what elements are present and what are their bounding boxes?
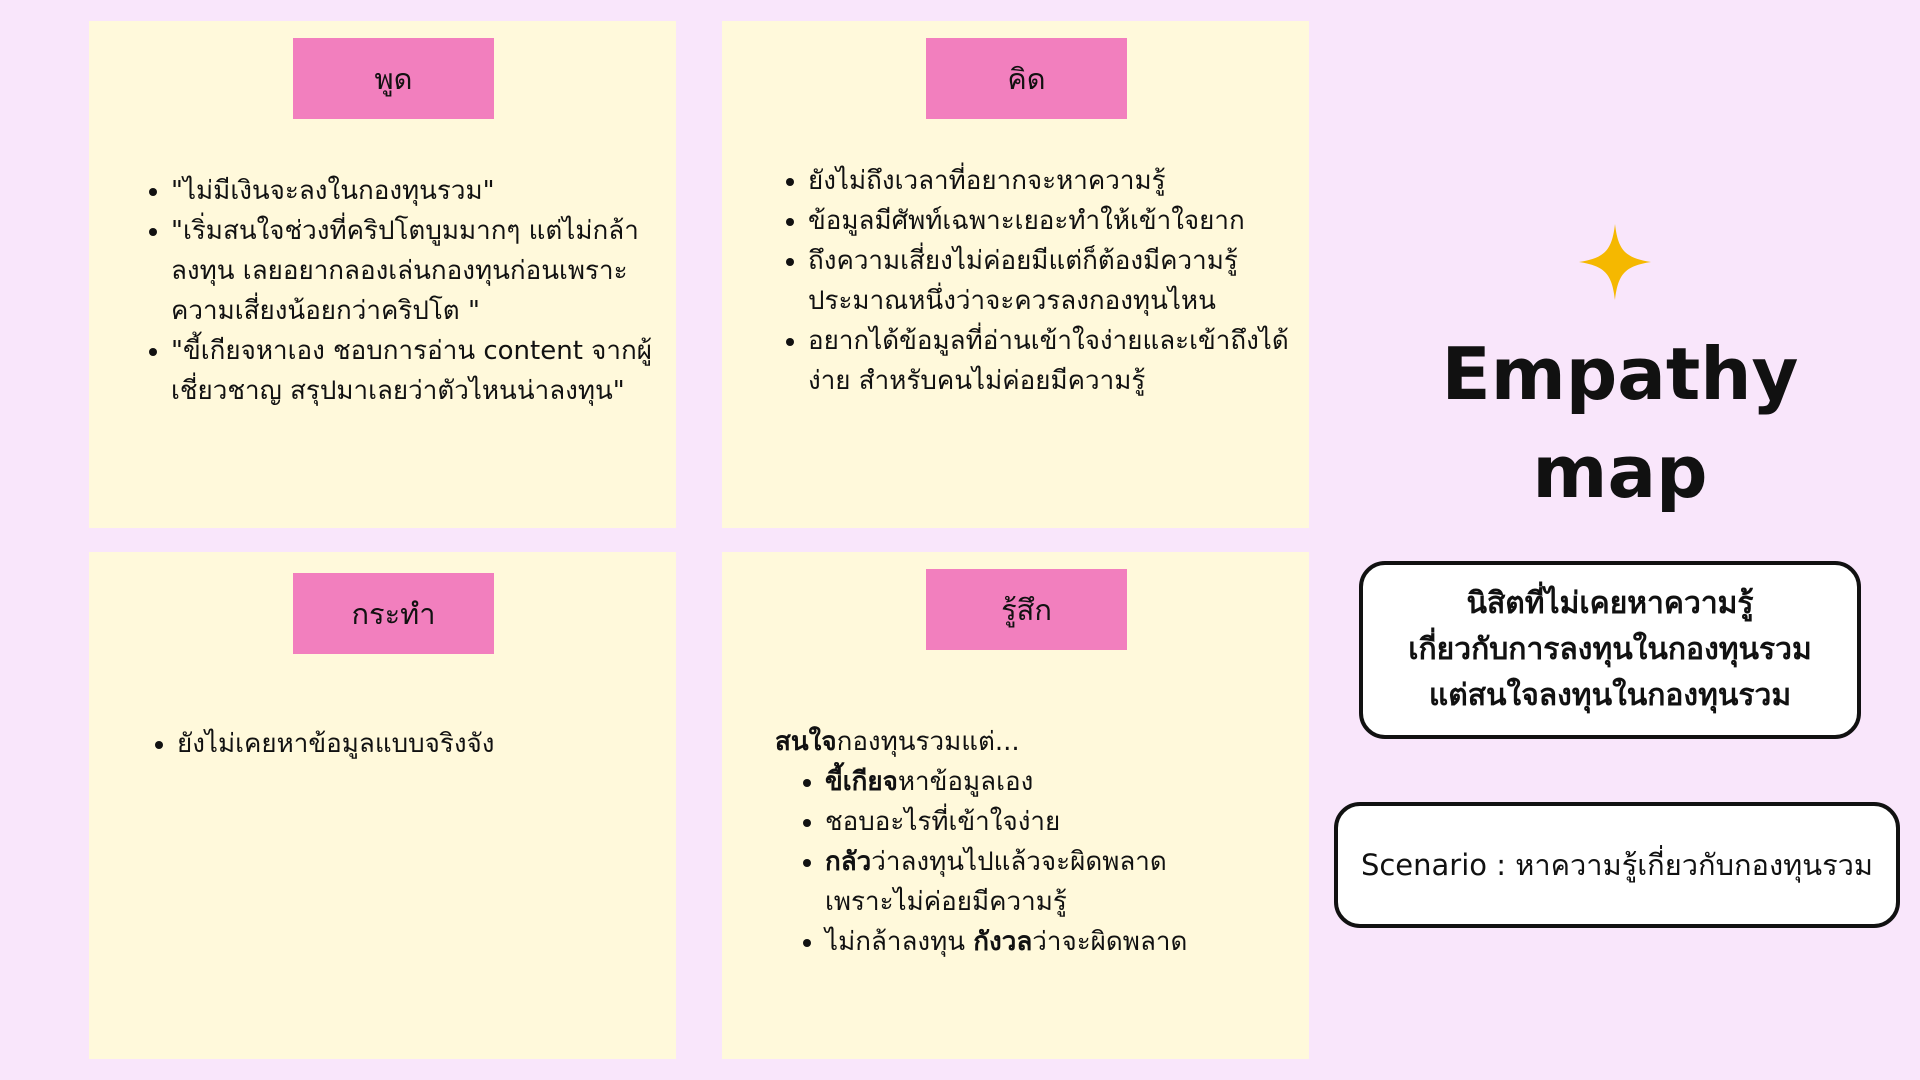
persona-line-2: เกี่ยวกับการลงทุนในกองทุนรวม <box>1408 632 1812 667</box>
list-item: • ข้อมูลมีศัพท์เฉพาะเยอะทำให้เข้าใจยาก <box>808 201 1302 241</box>
feel-lead: สนใจกองทุนรวมแต่... <box>775 727 1020 757</box>
quadrant-do <box>89 552 676 1059</box>
quadrant-feel-body <box>775 722 1295 962</box>
persona-line-3: แต่สนใจลงทุนในกองทุนรวม <box>1428 678 1792 713</box>
do-list <box>151 724 671 764</box>
sparkle-icon <box>1579 224 1651 300</box>
quadrant-feel <box>722 552 1309 1059</box>
quadrant-do-label: กระทำ <box>293 573 494 654</box>
persona-box <box>1359 561 1861 739</box>
think-list <box>782 161 1302 401</box>
scenario-text: Scenario : หาความรู้เกี่ยวกับกองทุนรวม <box>1360 848 1874 882</box>
list-item: • ชอบอะไรที่เข้าใจง่าย <box>825 802 1295 842</box>
list-item: • "ไม่มีเงินจะลงในกองทุนรวม" <box>171 171 665 211</box>
quadrant-feel-label: รู้สึก <box>926 569 1127 650</box>
quadrant-say <box>89 21 676 528</box>
list-item: • "ขี้เกียจหาเอง ชอบการอ่าน content จากผู้เชี่ยวชาญ สรุปมาเลยว่าตัวไหนน่าลงทุน" <box>171 331 665 411</box>
list-item: • ถึงความเสี่ยงไม่ค่อยมีแต่ก็ต้องมีความรู้ประมาณหนึ่งว่าจะควรลงกองทุนไหน <box>808 241 1302 321</box>
feel-list <box>775 762 1295 962</box>
list-item: • "เริ่มสนใจช่วงที่คริปโตบูมมากๆ แต่ไม่กล้าลงทุน เลยอยากลองเล่นกองทุนก่อนเพราะความเสี่ยงน้อยกว่าคริปโต " <box>171 211 665 331</box>
list-item: • อยากได้ข้อมูลที่อ่านเข้าใจง่ายและเข้าถึงได้ง่าย สำหรับคนไม่ค่อยมีความรู้ <box>808 321 1302 401</box>
title-line-2: map <box>1532 430 1708 514</box>
title-line-1: Empathy <box>1441 332 1799 416</box>
quadrant-think-label: คิด <box>926 38 1127 119</box>
say-list <box>145 171 665 411</box>
list-item: • กลัวว่าลงทุนไปแล้วจะผิดพลาดเพราะไม่ค่อยมีความรู้ <box>825 842 1205 922</box>
list-item: • ไม่กล้าลงทุน กังวลว่าจะผิดพลาด <box>825 922 1295 962</box>
list-item: • ยังไม่เคยหาข้อมูลแบบจริงจัง <box>177 724 671 764</box>
quadrant-think-body <box>782 161 1302 401</box>
scenario-box <box>1334 802 1900 928</box>
list-item: • ยังไม่ถึงเวลาที่อยากจะหาความรู้ <box>808 161 1302 201</box>
quadrant-do-body <box>151 724 671 764</box>
quadrant-think <box>722 21 1309 528</box>
persona-line-1: นิสิตที่ไม่เคยหาความรู้ <box>1466 586 1754 621</box>
page-title <box>1380 325 1860 521</box>
list-item: • ขี้เกียจหาข้อมูลเอง <box>825 762 1295 802</box>
quadrant-say-body <box>145 171 665 411</box>
quadrant-say-label: พูด <box>293 38 494 119</box>
